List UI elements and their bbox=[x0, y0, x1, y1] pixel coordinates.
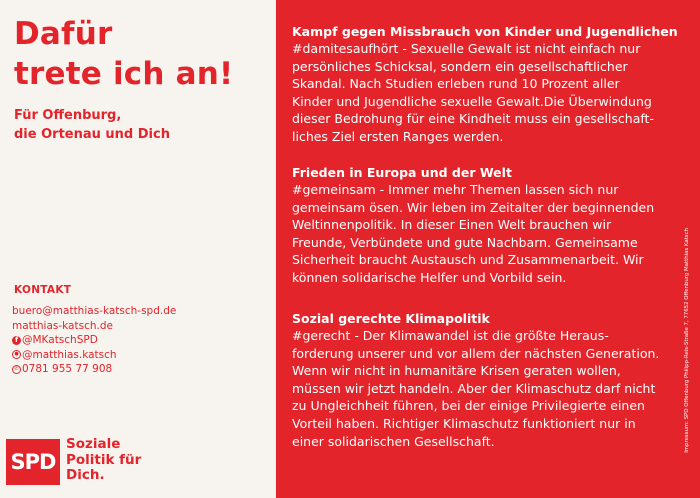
section-line: gemeinsam ösen. Wir leben im Zeitalter der beginnenden bbox=[292, 199, 655, 215]
slogan-line-2: Politik für bbox=[66, 451, 142, 468]
section-line: Sicherheit braucht Austausch und Zusammenarbeit. Wir bbox=[292, 252, 644, 268]
email-text[interactable]: buero@matthias-katsch-spd.de bbox=[12, 305, 177, 317]
section-line: müssen wir jetzt handeln. Aber der Klimaschutz darf nicht bbox=[292, 380, 656, 396]
section-missbrauch bbox=[292, 23, 692, 146]
section-frieden bbox=[292, 164, 692, 287]
spd-logo-text: SPD bbox=[10, 450, 56, 474]
section-line: forderung unserer und vor allem der nächsten Generation. bbox=[292, 345, 660, 361]
imprint bbox=[680, 228, 694, 492]
section-line: Kinder und Jugendliche sexuelle Gewalt.Die Überwindung bbox=[292, 93, 652, 109]
slogan-line-1: Soziale bbox=[66, 436, 121, 452]
section-line: Wenn wir nicht in humanitäre Krisen geraten wollen, bbox=[292, 363, 621, 379]
section-line: Vorteil haben. Richtiger Klimaschutz funktioniert nur in bbox=[292, 415, 636, 431]
contact-phone[interactable] bbox=[12, 362, 176, 377]
facebook-handle[interactable]: @MKatschSPD bbox=[22, 334, 98, 346]
headline-line-2: trete ich an! bbox=[14, 56, 234, 92]
left-column bbox=[0, 0, 276, 498]
section-title: Sozial gerechte Klimapolitik bbox=[292, 311, 490, 326]
contact-facebook[interactable] bbox=[12, 333, 176, 348]
section-line: liches Ziel ersten Ranges werden. bbox=[292, 128, 504, 144]
section-title: Kampf gegen Missbrauch von Kinder und Jugendlichen bbox=[292, 24, 678, 39]
section-line: #damitesaufhört - Sexuelle Gewalt ist nicht einfach nur bbox=[292, 41, 641, 56]
facebook-icon: f bbox=[12, 336, 21, 345]
section-line: #gerecht - Der Klimawandel ist die größte Heraus- bbox=[292, 328, 609, 343]
section-line: #gemeinsam - Immer mehr Themen lassen sich nur bbox=[292, 182, 619, 197]
instagram-icon: ● bbox=[12, 350, 21, 359]
section-body bbox=[292, 181, 692, 287]
website-text[interactable]: matthias-katsch.de bbox=[12, 319, 113, 332]
section-klima bbox=[292, 310, 692, 450]
section-line: einer solidarischen Gesellschaft. bbox=[292, 433, 495, 449]
contact-email[interactable] bbox=[12, 304, 176, 319]
section-line: Skandal. Nach Studien erleben rund 10 Prozent aller bbox=[292, 76, 620, 92]
contact-heading: KONTAKT bbox=[14, 284, 72, 296]
subline-line-2: die Ortenau und Dich bbox=[14, 127, 170, 142]
phone-icon: ✆ bbox=[12, 365, 21, 374]
contact-website[interactable] bbox=[12, 319, 176, 334]
imprint-text: Impressum: SPD Offenburg Philipp-Reis-Straße 7, 77652 Offenburg Matthias Katsch bbox=[684, 228, 690, 453]
subline-line-1: Für Offenburg, bbox=[14, 108, 122, 123]
contact-list bbox=[12, 304, 176, 377]
instagram-handle[interactable]: @matthias.katsch bbox=[22, 348, 117, 361]
section-line: Freunde, Verbündete und gute Nachbarn. Gemeinsame bbox=[292, 234, 638, 250]
contact-instagram[interactable] bbox=[12, 348, 176, 363]
section-body bbox=[292, 327, 692, 450]
section-line: können solidarische Helfer und Vorbild sein. bbox=[292, 269, 567, 285]
section-line: Weltinnenpolitik. In dieser Einen Welt brauchen wir bbox=[292, 217, 612, 233]
slogan bbox=[66, 437, 141, 484]
subline bbox=[14, 106, 170, 144]
section-line: dieser Bedrohung für eine Kindheit muss ein gesellschaft- bbox=[292, 111, 654, 127]
slogan-line-3: Dich. bbox=[66, 467, 105, 483]
section-body bbox=[292, 40, 692, 146]
right-column bbox=[276, 0, 700, 498]
section-title: Frieden in Europa und der Welt bbox=[292, 165, 512, 180]
section-line: zu Ungleichheit führen, bei der einige Privilegierte einen bbox=[292, 398, 645, 414]
spd-logo bbox=[6, 439, 60, 485]
headline bbox=[14, 14, 233, 94]
section-line: persönliches Schicksal, sondern ein gesellschaftlicher bbox=[292, 58, 628, 74]
headline-line-1: Dafür bbox=[14, 16, 113, 52]
phone-number[interactable]: 0781 955 77 908 bbox=[22, 363, 113, 375]
